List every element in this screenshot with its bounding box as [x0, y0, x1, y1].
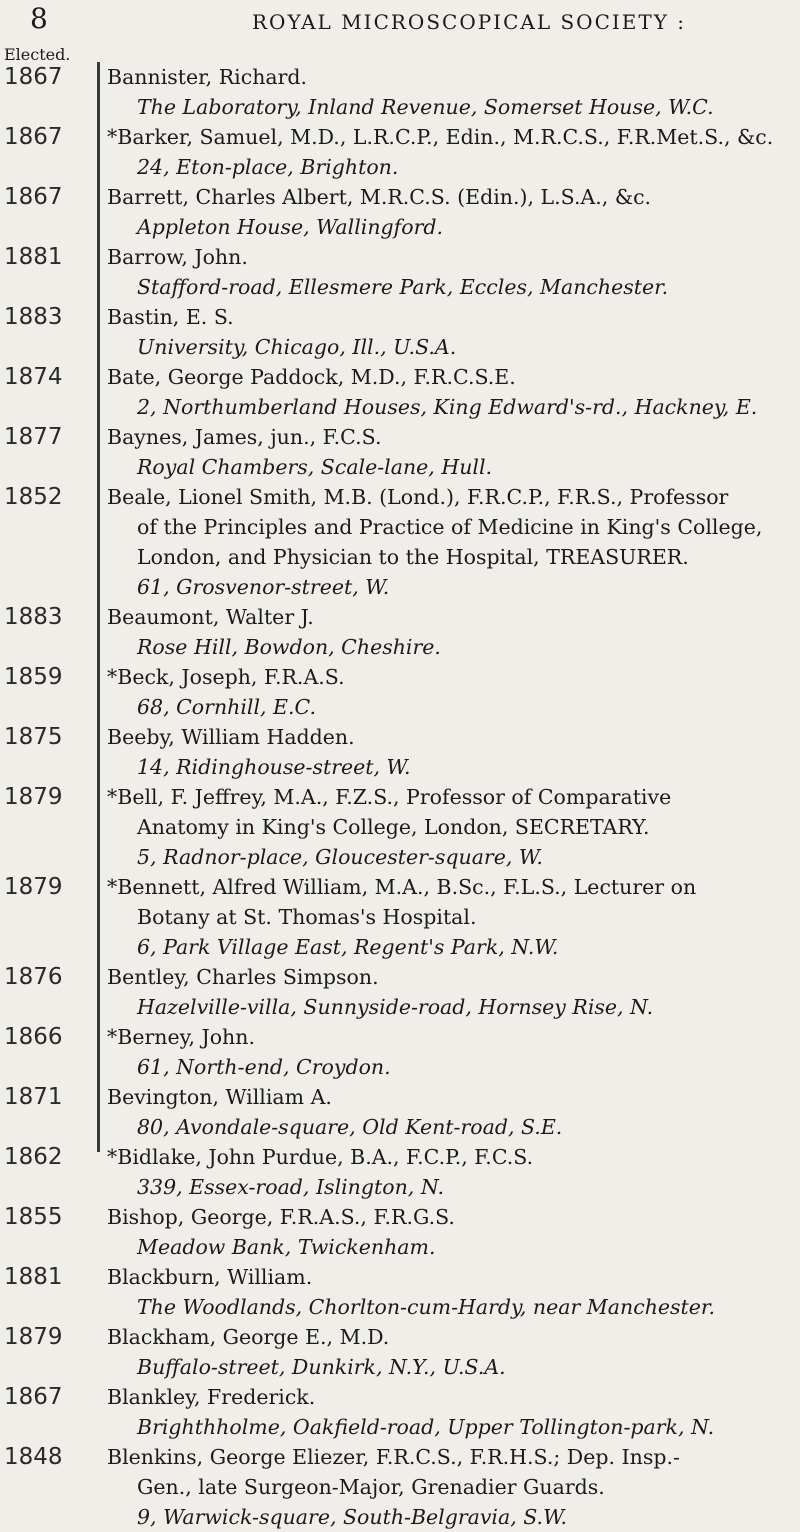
election-year: 1867: [4, 184, 63, 210]
member-text: [107, 302, 792, 362]
member-name: Beaumont, Walter J.: [107, 605, 314, 629]
member-entry: [0, 1202, 800, 1262]
election-year: 1879: [4, 1324, 63, 1350]
member-description: Gen., late Surgeon-Major, Grenadier Guards.: [137, 1475, 605, 1499]
member-text: [107, 1262, 792, 1322]
member-text: [107, 872, 792, 962]
member-text: [107, 602, 792, 662]
page-number: 8: [30, 2, 48, 35]
election-year: 1881: [4, 1264, 63, 1290]
member-name: Blenkins, George Eliezer, F.R.C.S., F.R.H.S.; Dep. Insp.-: [107, 1445, 680, 1469]
running-title: ROYAL MICROSCOPICAL SOCIETY :: [252, 10, 687, 34]
election-year: 1875: [4, 724, 63, 750]
member-name: *Bidlake, John Purdue, B.A., F.C.P., F.C.S.: [107, 1145, 534, 1169]
member-address: 61, North-end, Croydon.: [137, 1055, 391, 1079]
member-name: *Barker, Samuel, M.D., L.R.C.P., Edin., M.R.C.S., F.R.Met.S., &c.: [107, 125, 774, 149]
member-text: [107, 362, 792, 422]
member-name: Blackburn, William.: [107, 1265, 313, 1289]
member-text: [107, 242, 792, 302]
member-entry: [0, 782, 800, 872]
election-year: 1879: [4, 784, 63, 810]
member-address: Buffalo-street, Dunkirk, N.Y., U.S.A.: [137, 1355, 506, 1379]
election-year: 1876: [4, 964, 63, 990]
member-entry: [0, 482, 800, 602]
member-entry: [0, 662, 800, 722]
member-text: [107, 1142, 792, 1202]
member-name: Bishop, George, F.R.A.S., F.R.G.S.: [107, 1205, 455, 1229]
member-address: 9, Warwick-square, South-Belgravia, S.W.: [137, 1505, 568, 1529]
member-text: [107, 782, 792, 872]
member-entry: [0, 872, 800, 962]
member-name: Blackham, George E., M.D.: [107, 1325, 390, 1349]
member-address: 24, Eton-place, Brighton.: [137, 155, 399, 179]
member-address: 339, Essex-road, Islington, N.: [137, 1175, 444, 1199]
member-text: [107, 962, 792, 1022]
member-text: [107, 422, 792, 482]
member-text: [107, 1382, 792, 1442]
member-entry: [0, 1022, 800, 1082]
member-entry: [0, 302, 800, 362]
member-name: Bevington, William A.: [107, 1085, 332, 1109]
member-address: 2, Northumberland Houses, King Edward's-rd., Hackney, E.: [137, 395, 758, 419]
member-name: Bentley, Charles Simpson.: [107, 965, 379, 989]
member-text: [107, 1022, 792, 1082]
member-name: Blankley, Frederick.: [107, 1385, 316, 1409]
member-name: Barrett, Charles Albert, M.R.C.S. (Edin.), L.S.A., &c.: [107, 185, 652, 209]
member-address: Royal Chambers, Scale-lane, Hull.: [137, 455, 493, 479]
member-address: Brighthholme, Oakfield-road, Upper Tollington-park, N.: [137, 1415, 715, 1439]
member-entry: [0, 62, 800, 122]
member-name: *Bennett, Alfred William, M.A., B.Sc., F.L.S., Lecturer on: [107, 875, 697, 899]
member-name: Beale, Lionel Smith, M.B. (Lond.), F.R.C.P., F.R.S., Professor: [107, 485, 729, 509]
member-description: Anatomy in King's College, London, SECRETARY.: [137, 815, 650, 839]
election-year: 1874: [4, 364, 63, 390]
member-name: Bastin, E. S.: [107, 305, 234, 329]
member-address: 80, Avondale-square, Old Kent-road, S.E.: [137, 1115, 563, 1139]
member-address: University, Chicago, Ill., U.S.A.: [137, 335, 457, 359]
election-year: 1866: [4, 1024, 63, 1050]
member-entry: [0, 122, 800, 182]
member-address: 5, Radnor-place, Gloucester-square, W.: [137, 845, 543, 869]
member-entry: [0, 602, 800, 662]
member-entry: [0, 1142, 800, 1202]
member-entry: [0, 722, 800, 782]
member-address: 14, Ridinghouse-street, W.: [137, 755, 411, 779]
member-text: [107, 722, 792, 782]
member-name: Baynes, James, jun., F.C.S.: [107, 425, 382, 449]
member-text: [107, 1442, 792, 1532]
member-address: Rose Hill, Bowdon, Cheshire.: [137, 635, 441, 659]
election-year: 1848: [4, 1444, 63, 1470]
member-entry: [0, 1382, 800, 1442]
election-year: 1879: [4, 874, 63, 900]
member-text: [107, 1202, 792, 1262]
election-year: 1867: [4, 64, 63, 90]
election-year: 1862: [4, 1144, 63, 1170]
member-text: [107, 1322, 792, 1382]
election-year: 1881: [4, 244, 63, 270]
member-address: 6, Park Village East, Regent's Park, N.W.: [137, 935, 559, 959]
member-text: [107, 182, 792, 242]
member-text: [107, 1082, 792, 1142]
election-year: 1855: [4, 1204, 63, 1230]
member-address: Hazelville-villa, Sunnyside-road, Hornsey Rise, N.: [137, 995, 654, 1019]
member-entry: [0, 362, 800, 422]
member-name: *Berney, John.: [107, 1025, 255, 1049]
member-name: Beeby, William Hadden.: [107, 725, 355, 749]
member-name: Bate, George Paddock, M.D., F.R.C.S.E.: [107, 365, 516, 389]
member-address: 61, Grosvenor-street, W.: [137, 575, 390, 599]
member-name: Barrow, John.: [107, 245, 248, 269]
member-name: *Beck, Joseph, F.R.A.S.: [107, 665, 345, 689]
member-address: Meadow Bank, Twickenham.: [137, 1235, 436, 1259]
member-description: Botany at St. Thomas's Hospital.: [137, 905, 477, 929]
member-entry: [0, 1262, 800, 1322]
member-address: The Laboratory, Inland Revenue, Somerset House, W.C.: [137, 95, 714, 119]
election-year: 1867: [4, 1384, 63, 1410]
election-year: 1852: [4, 484, 63, 510]
member-entry: [0, 242, 800, 302]
member-list: [0, 62, 800, 1532]
member-text: [107, 62, 792, 122]
member-description: London, and Physician to the Hospital, TREASURER.: [137, 545, 689, 569]
member-text: [107, 662, 792, 722]
member-text: [107, 122, 792, 182]
member-text: [107, 482, 792, 602]
elected-column-label: Elected.: [4, 45, 71, 64]
member-description: of the Principles and Practice of Medicine in King's College,: [137, 515, 763, 539]
member-address: Appleton House, Wallingford.: [137, 215, 444, 239]
election-year: 1883: [4, 604, 63, 630]
member-entry: [0, 1322, 800, 1382]
member-address: 68, Cornhill, E.C.: [137, 695, 317, 719]
member-entry: [0, 1082, 800, 1142]
member-address: Stafford-road, Ellesmere Park, Eccles, Manchester.: [137, 275, 669, 299]
election-year: 1877: [4, 424, 63, 450]
member-name: Bannister, Richard.: [107, 65, 308, 89]
page-header: [0, 2, 800, 42]
member-name: *Bell, F. Jeffrey, M.A., F.Z.S., Professor of Comparative: [107, 785, 672, 809]
election-year: 1867: [4, 124, 63, 150]
election-year: 1871: [4, 1084, 63, 1110]
member-entry: [0, 962, 800, 1022]
member-entry: [0, 1442, 800, 1532]
member-entry: [0, 422, 800, 482]
member-entry: [0, 182, 800, 242]
election-year: 1883: [4, 304, 63, 330]
member-address: The Woodlands, Chorlton-cum-Hardy, near Manchester.: [137, 1295, 715, 1319]
election-year: 1859: [4, 664, 63, 690]
